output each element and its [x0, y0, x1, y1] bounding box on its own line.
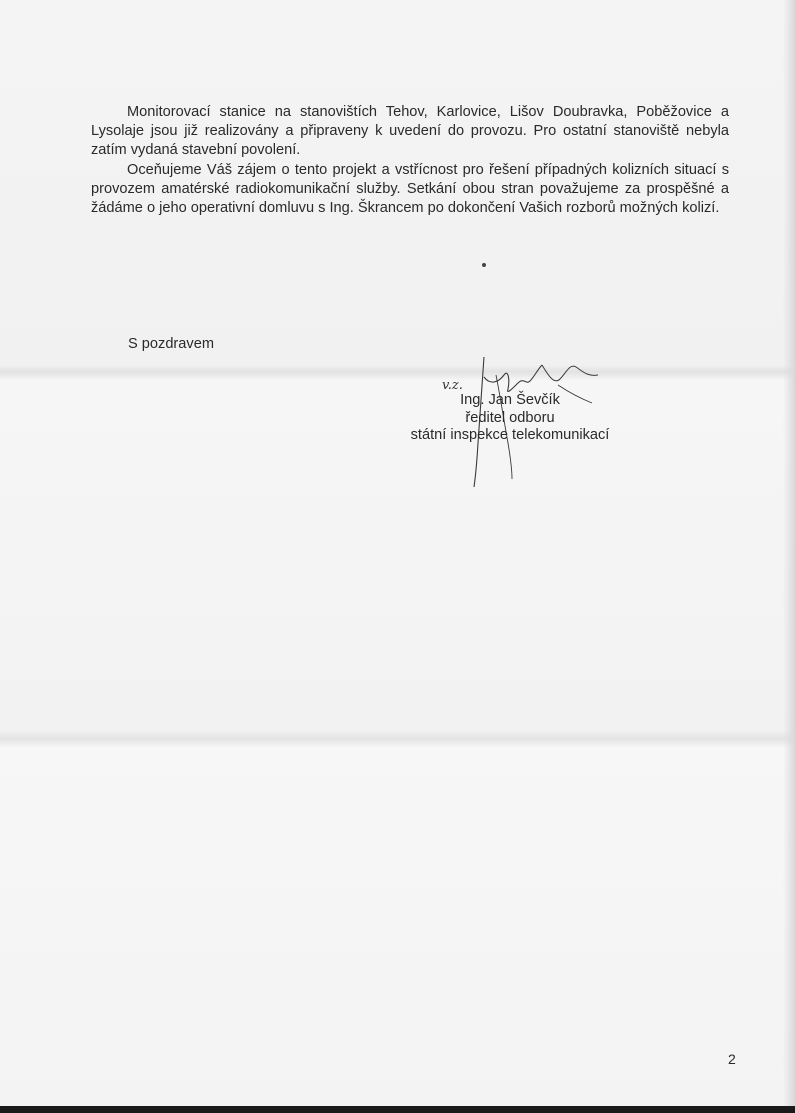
handwritten-mark-vz: v.z.	[442, 378, 463, 393]
signature-block	[360, 392, 660, 445]
page-number: 2	[728, 1051, 736, 1067]
signatory-position: ředitel odboru	[465, 409, 555, 426]
paragraph-cooperation: Oceňujeme Váš zájem o tento projekt a vstřícnost pro řešení případných kolizních situací s provozem amatérské radiokomunikační služby. Setkání obou stran považujeme za prospěšné a žádáme o jeho operativní domluvu s Ing. Škrancem po dokončení Vašich rozborů možných kolizí.	[91, 161, 729, 217]
signatory-name: Ing. Jan Ševčík	[460, 392, 560, 408]
signatory-department: státní inspekce telekomunikací	[410, 427, 610, 443]
paper-edge-shadow	[783, 0, 795, 1106]
closing-greeting: S pozdravem	[128, 336, 214, 352]
scan-speck	[482, 263, 486, 267]
letter-body	[91, 103, 729, 218]
paragraph-monitoring-stations: Monitorovací stanice na stanovištích Tehov, Karlovice, Lišov Doubravka, Poběžovice a Lysolaje jsou již realizovány a připraveny k uvedení do provozu. Pro ostatní stanoviště nebyla zatím vydaná stavební povolení.	[91, 104, 729, 159]
